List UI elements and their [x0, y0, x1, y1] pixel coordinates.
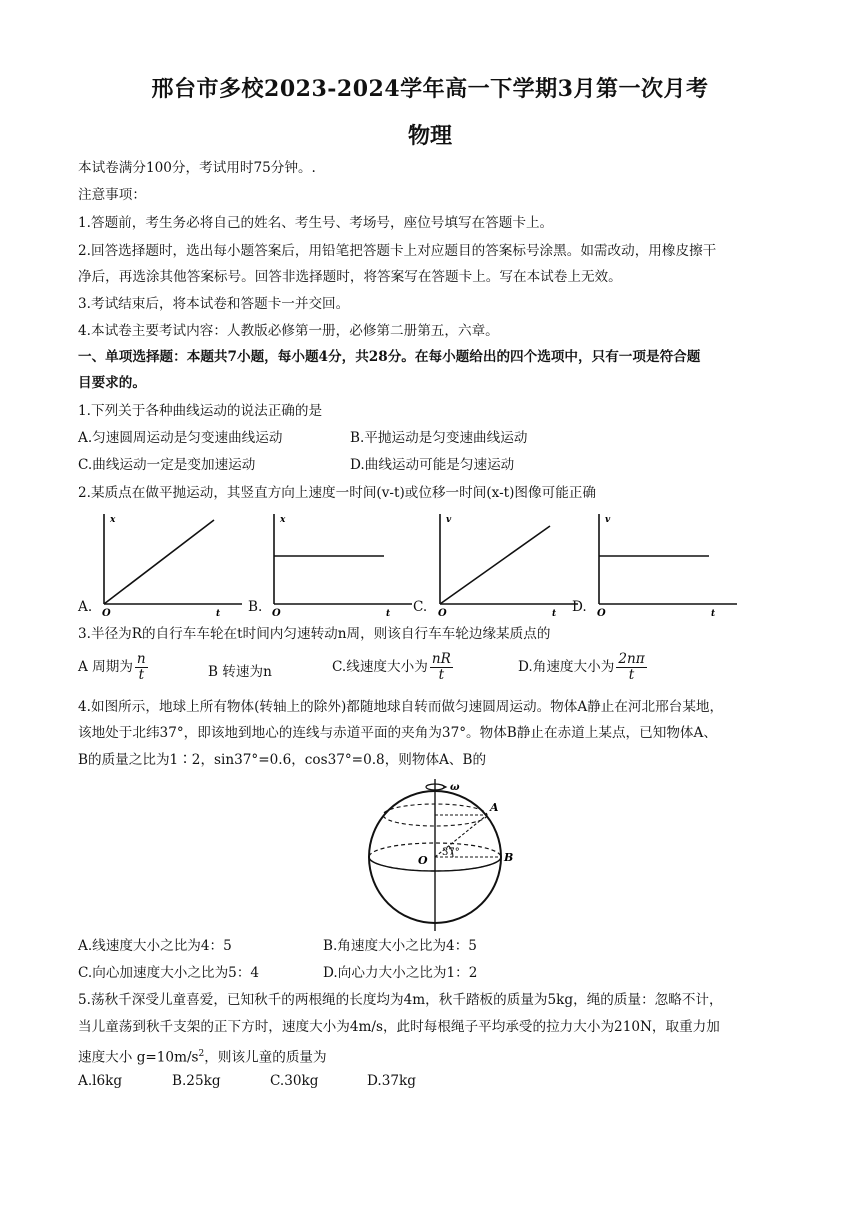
- q1-option-c: C.曲线运动一定是变加速运动: [78, 457, 256, 473]
- y-axis-label: v: [605, 515, 611, 525]
- q5-line-1: 5.荡秋千深受儿童喜爱，已知秋千的两根绳的长度均为4m，秋千踏板的质量为5kg，绳的质量：忽略不计，: [78, 992, 723, 1008]
- q2-graph-c-label: C.: [413, 599, 428, 615]
- q2-graph-b: [262, 508, 417, 618]
- q2-graph-d-label: D.: [572, 599, 587, 615]
- origin-label: O: [438, 608, 447, 618]
- q5-option-c: C.30kg: [270, 1073, 319, 1089]
- subject-title: 物理: [407, 123, 452, 149]
- omega-label: ω: [450, 782, 460, 793]
- q2-graph-b-label: B.: [248, 599, 263, 615]
- x-axis-label: t: [552, 609, 557, 618]
- q5-option-d: D.37kg: [367, 1073, 416, 1089]
- notice-4: 4.本试卷主要考试内容：人教版必修第一册，必修第二册第五，六章。: [78, 323, 499, 339]
- q1-stem: 1.下列关于各种曲线运动的说法正确的是: [78, 403, 323, 419]
- q3-option-c: C.线速度大小为 $\frac{nR}{t}$: [332, 651, 451, 683]
- q5-line-2: 当儿童荡到秋千支架的正下方时，速度大小为4m/s，此时每根绳子平均承受的拉力大小为210N，取重力加: [78, 1019, 720, 1035]
- q4-line-1: 4.如图所示，地球上所有物体(转轴上的除外)都随地球自转而做匀速圆周运动。物体A静止在河北邢台某地，: [78, 699, 724, 715]
- y-axis-label: v: [446, 515, 452, 525]
- q2-graph-d: [587, 508, 742, 618]
- fraction: $\frac{2n\pi}{t}$: [618, 651, 645, 683]
- origin-label: O: [272, 608, 281, 618]
- center-label: O: [418, 854, 428, 867]
- q1-option-a: A.匀速圆周运动是匀变速曲线运动: [78, 430, 283, 446]
- page-title: 邢台市多校2023-2024学年高一下学期3月第一次月考: [151, 76, 709, 102]
- fraction: $\frac{n}{t}$: [136, 651, 146, 683]
- angle-label: 37°: [442, 847, 460, 858]
- fraction: $\frac{nR}{t}$: [431, 651, 451, 683]
- q4-line-2: 该地处于北纬37°，即该地到地心的连线与赤道平面的夹角为37°。物体B静止在赤道上某点，已知物体A、: [78, 725, 717, 741]
- point-b-label: B: [504, 851, 514, 864]
- q2-graph-a-label: A.: [78, 599, 93, 615]
- x-axis-label: t: [386, 609, 391, 618]
- section-heading-a: 一、单项选择题：本题共7小题，每小题4分，共28分。在每小题给出的四个选项中，只有一项是符合题: [78, 349, 701, 365]
- q5-line-3: 速度大小 $g=10m/s^2$，则该儿童的质量为: [78, 1049, 327, 1066]
- q5-option-a: A.l6kg: [78, 1073, 123, 1089]
- q4-option-b: B.角速度大小之比为4：5: [323, 938, 477, 954]
- origin-label: O: [102, 608, 111, 618]
- graph-line: [440, 526, 550, 604]
- q4-line-3: B的质量之比为1∶2，sin37°=0.6，cos37°=0.8，则物体A、B的: [78, 752, 487, 768]
- exam-info: 本试卷满分100分，考试用时75分钟。.: [78, 160, 316, 176]
- q1-option-b: B.平抛运动是匀变速曲线运动: [350, 430, 528, 446]
- point-a-label: A: [490, 801, 499, 814]
- q3-stem: 3.半径为R的自行车车轮在t时间内匀速转动n周，则该自行车车轮边缘某质点的: [78, 626, 551, 642]
- origin-label: O: [597, 608, 606, 618]
- q3-option-b: B 转速为n: [208, 664, 272, 680]
- earth-rotation-figure: [350, 775, 520, 935]
- q4-option-c: C.向心加速度大小之比为5：4: [78, 965, 260, 981]
- y-axis-label: x: [110, 515, 116, 525]
- q5-option-b: B.25kg: [172, 1073, 221, 1089]
- notice-title: 注意事项：: [78, 187, 146, 203]
- q2-graph-c: [428, 508, 583, 618]
- x-axis-label: t: [711, 609, 716, 618]
- graph-line: [104, 520, 214, 604]
- notice-3: 3.考试结束后，将本试卷和答题卡一并交回。: [78, 296, 350, 312]
- x-axis-label: t: [216, 609, 221, 618]
- q2-graph-a: [92, 508, 247, 618]
- q1-option-d: D.曲线运动可能是匀速运动: [350, 457, 515, 473]
- q2-stem: 2.某质点在做平抛运动，其竖直方向上速度一时间(v-t)或位移一时间(x-t)图像可能正确: [78, 485, 596, 501]
- y-axis-label: x: [280, 515, 286, 525]
- q4-option-d: D.向心力大小之比为1：2: [323, 965, 478, 981]
- notice-2a: 2.回答选择题时，选出每小题答案后，用铅笔把答题卡上对应题目的答案标号涂黑。如需改动，用橡皮擦干: [78, 243, 717, 259]
- q3-option-d: D.角速度大小为 $\frac{2n\pi}{t}$: [518, 651, 645, 683]
- q4-option-a: A.线速度大小之比为4：5: [78, 938, 232, 954]
- section-heading-b: 目要求的。: [78, 375, 146, 391]
- notice-2b: 净后，再选涂其他答案标号。回答非选择题时，将答案写在答题卡上。写在本试卷上无效。: [78, 269, 622, 285]
- q3-option-a: A 周期为 $\frac{n}{t}$: [78, 651, 146, 683]
- notice-1: 1.答题前，考生务必将自己的姓名、考生号、考场号，座位号填写在答题卡上。: [78, 215, 554, 231]
